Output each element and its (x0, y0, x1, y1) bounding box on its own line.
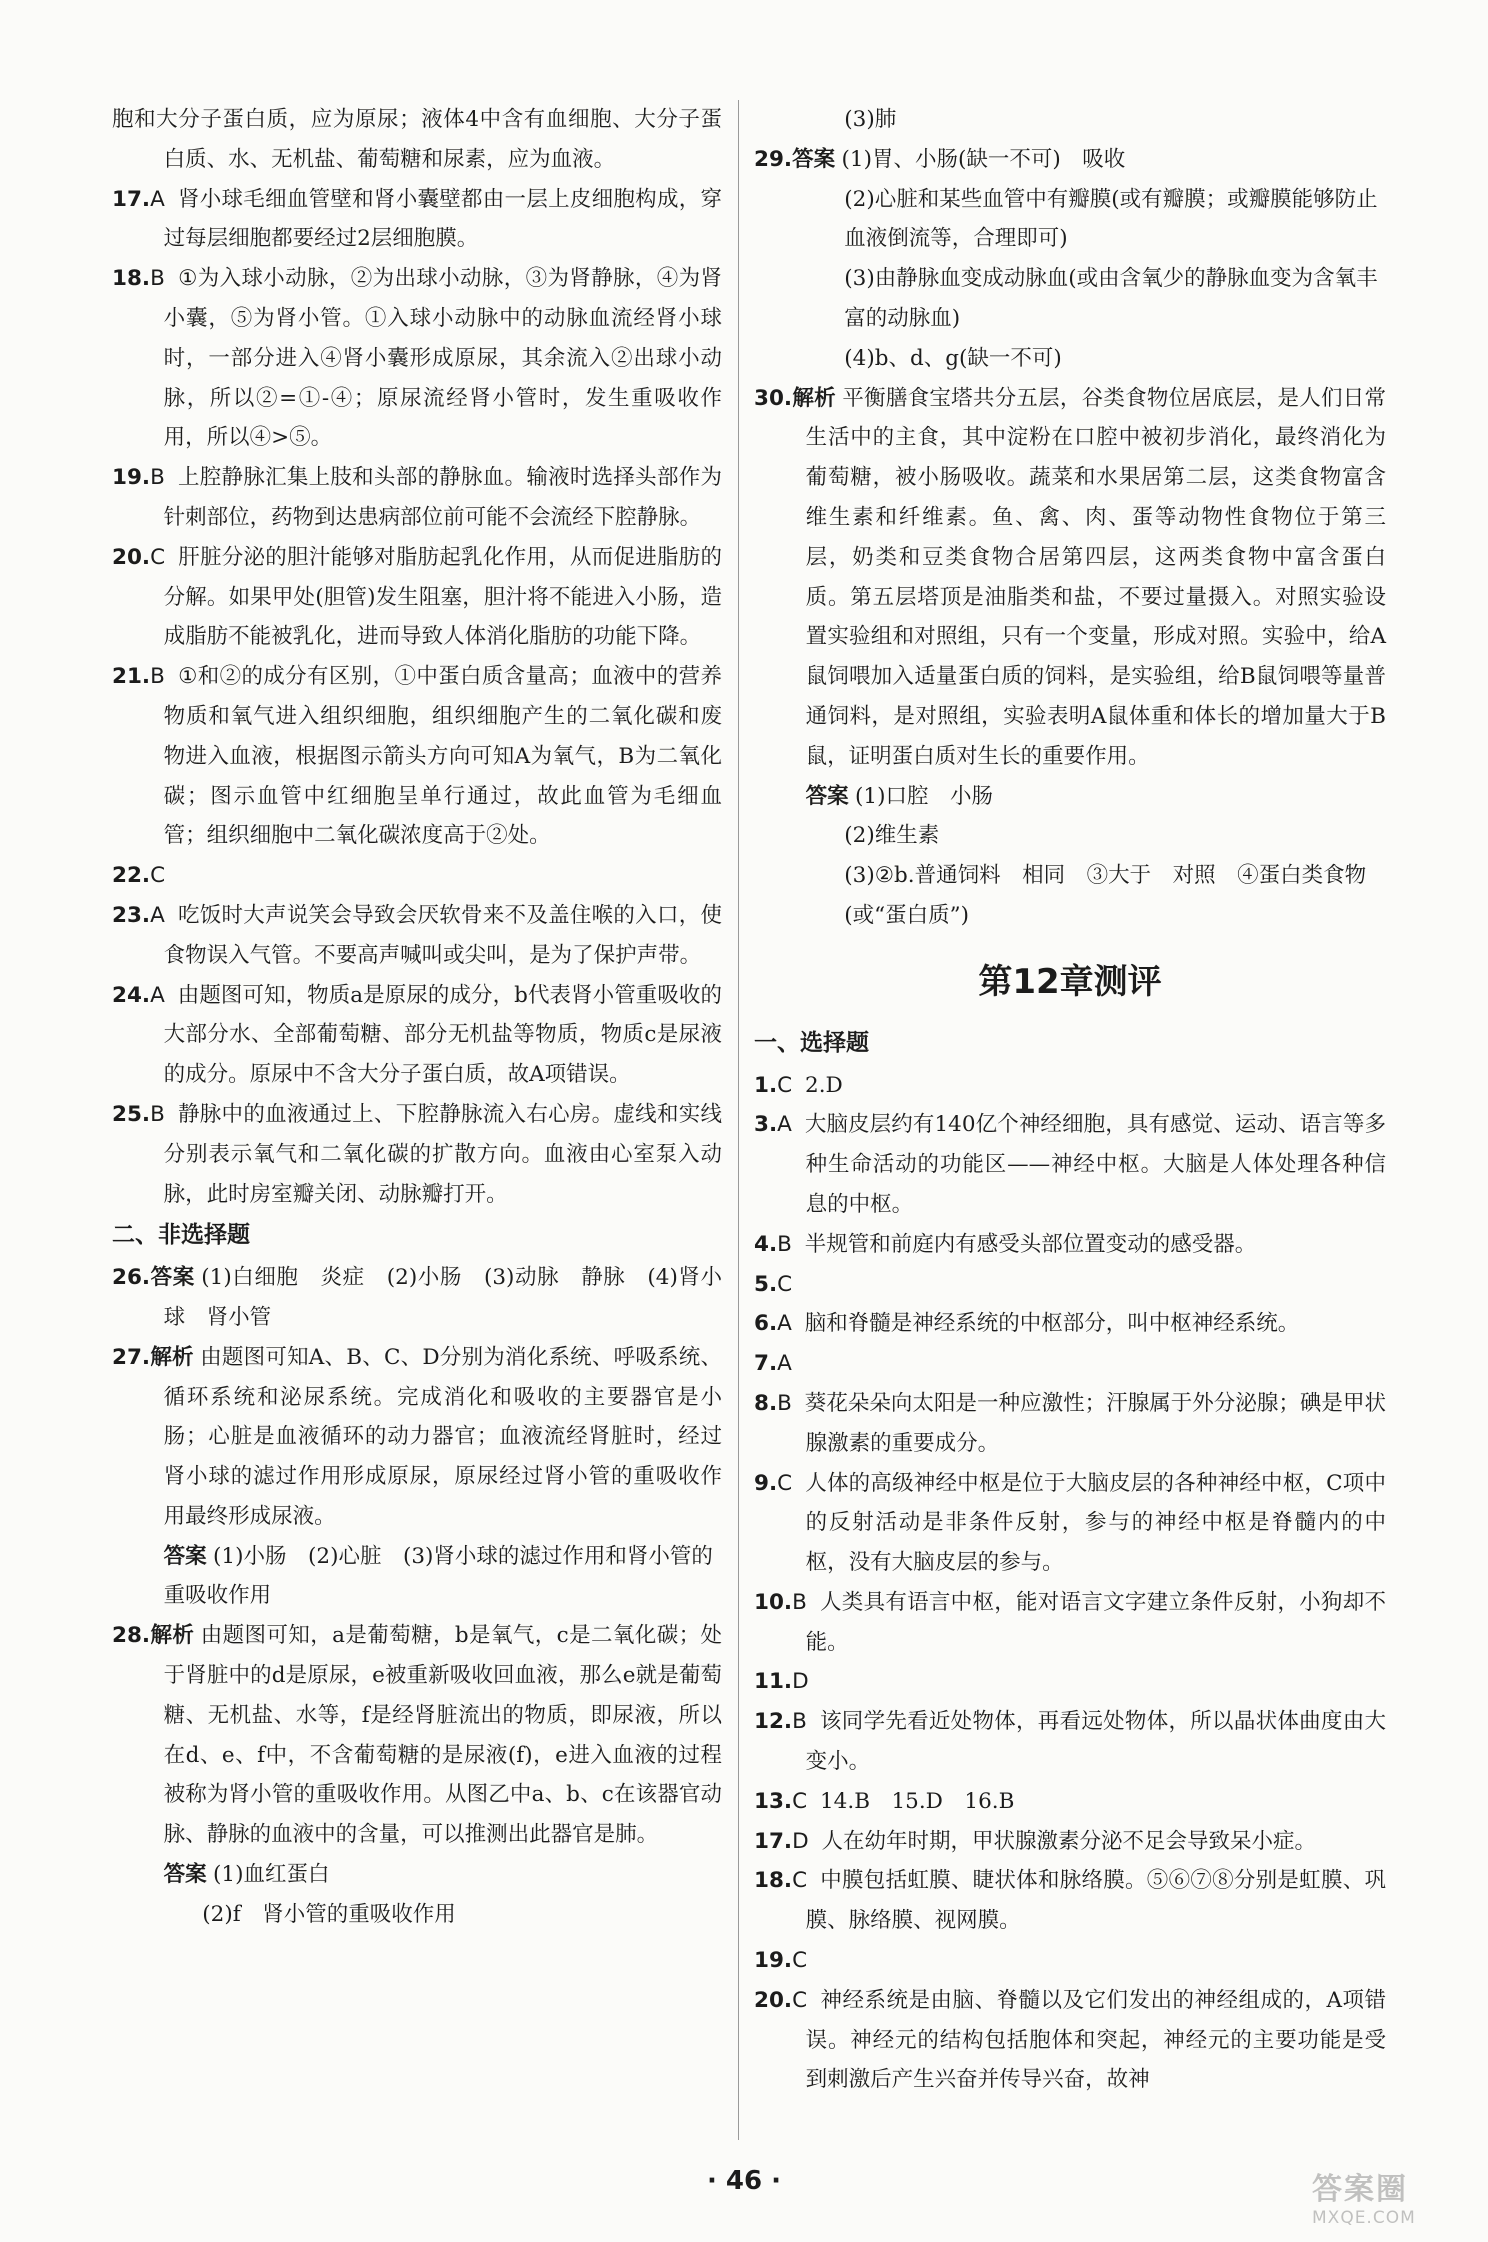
question-number: 3. (754, 1112, 778, 1138)
answer-label: 解析 (150, 1344, 194, 1370)
answer-item (754, 1344, 1386, 1384)
question-number: 26. (112, 1265, 151, 1291)
answer-sub-item (754, 816, 1386, 856)
answer-choice: C (777, 1271, 793, 1297)
answer-item (754, 1464, 1386, 1583)
answer-item (754, 1066, 1386, 1106)
explanation-text: 大脑皮层约有140亿个神经细胞，具有感觉、运动、语言等多种生命活动的功能区——神经中枢。大脑是人体处理各种信息的中枢。 (804, 1112, 1386, 1217)
explanation-text: (3)肺 (844, 107, 897, 132)
answer-item (112, 180, 722, 260)
answer-item (112, 259, 722, 458)
question-number: 9. (754, 1470, 778, 1496)
explanation-text: (1)白细胞 炎症 (2)小肠 (3)动脉 静脉 (4)肾小球 肾小管 (163, 1265, 722, 1330)
answer-item (112, 1616, 722, 1855)
answer-item (112, 976, 722, 1095)
answer-item (754, 1304, 1386, 1344)
answer-item (754, 1105, 1386, 1224)
question-number: 20. (754, 1987, 793, 2013)
section-heading (754, 1024, 1386, 1064)
explanation-text: 葵花朵朵向太阳是一种应激性；汗腺属于外分泌腺；碘是甲状腺激素的重要成分。 (804, 1390, 1386, 1456)
explanation-text: 14.B 15.D 16.B (820, 1788, 1015, 1814)
chapter-title-text: 第12章测评 (978, 961, 1162, 1002)
answer-choice: C (150, 863, 166, 889)
answer-sub-item (754, 339, 1386, 379)
explanation-text: (4)b、d、g(缺一不可) (844, 345, 1062, 371)
answer-label: 答案 (792, 146, 836, 172)
answer-choice: D (792, 1828, 809, 1854)
question-number: 23. (112, 902, 151, 928)
answer-item (112, 1258, 722, 1338)
answer-choice: A (150, 982, 165, 1008)
answer-item (754, 1822, 1386, 1862)
question-number: 19. (754, 1948, 793, 1974)
explanation-text: (2)心脏和某些血管中有瓣膜(或有瓣膜；或瓣膜能够防止血液倒流等，合理即可) (844, 186, 1378, 252)
explanation-text: 人体的高级神经中枢是位于大脑皮层的各种神经中枢，C项中的反射活动是非条件反射，参与的神经中枢是脊髓内的中枢，没有大脑皮层的参与。 (805, 1470, 1386, 1576)
question-number: 19. (112, 465, 151, 491)
answer-choice: C (777, 1072, 793, 1098)
answer-item (754, 1782, 1386, 1822)
answer-item (112, 657, 722, 856)
explanation-text: 上腔静脉汇集上肢和头部的静脉血。输液时选择头部作为针刺部位，药物到达患病部位前可能不会流经下腔静脉。 (163, 465, 722, 530)
explanation-text: 2.D (805, 1072, 843, 1098)
explanation-text: 静脉中的血液通过上、下腔静脉流入右心房。虚线和实线分别表示氧气和二氧化碳的扩散方向。血液由心室泵入动脉，此时房室瓣关闭、动脉瓣打开。 (163, 1101, 722, 1207)
answer-choice: C (792, 1948, 808, 1974)
answer-choice: C (792, 1788, 808, 1814)
left-column (112, 100, 722, 1935)
answer-item (754, 1583, 1386, 1663)
answer-item (754, 1662, 1386, 1702)
answer-choice: C (792, 1987, 808, 2013)
answer-sub-item (754, 777, 1386, 817)
answer-sub-item (754, 259, 1386, 339)
explanation-text: 该同学先看近处物体，再看远处物体，所以晶状体曲度由大变小。 (805, 1709, 1386, 1775)
answer-choice: A (777, 1112, 792, 1138)
question-number: 13. (754, 1788, 793, 1814)
answer-item (112, 538, 722, 657)
answer-label: 解析 (792, 385, 836, 411)
answer-item (112, 458, 722, 538)
answer-item (754, 379, 1386, 777)
answer-sub-item (754, 856, 1386, 936)
answer-item (754, 1941, 1386, 1981)
question-number: 10. (754, 1589, 793, 1615)
question-number: 7. (754, 1351, 778, 1377)
explanation-text: 中膜包括虹膜、睫状体和脉络膜。⑤⑥⑦⑧分别是虹膜、巩膜、脉络膜、视网膜。 (805, 1868, 1386, 1934)
explanation-text: 人在幼年时期，甲状腺激素分泌不足会导致呆小症。 (821, 1828, 1317, 1854)
answer-sub-item (112, 1895, 722, 1935)
question-number: 1. (754, 1072, 778, 1098)
question-number: 4. (754, 1231, 778, 1257)
question-number: 30. (754, 385, 793, 411)
answer-choice: B (150, 1101, 165, 1127)
answer-item (112, 100, 722, 180)
question-number: 18. (112, 266, 151, 292)
question-number: 11. (754, 1669, 793, 1695)
explanation-text: (3)②b.普通饲料 相同 ③大于 对照 ④蛋白类食物(或“蛋白质”) (844, 863, 1367, 928)
explanation-text: ①为入球小动脉，②为出球小动脉，③为肾静脉，④为肾小囊，⑤为肾小管。①入球小动脉中的动脉血流经肾小球时，一部分进入④肾小囊形成原尿，其余流入②出球小动脉，所以②=①-④；原尿流经肾小管时，发生重吸收作用，所以④>⑤。 (163, 266, 722, 451)
chapter-title (754, 954, 1386, 1010)
answer-label: 答案 (150, 1265, 195, 1291)
question-number: 18. (754, 1868, 793, 1894)
question-number: 28. (112, 1623, 151, 1649)
explanation-text: 神经系统是由脑、脊髓以及它们发出的神经组成的，A项错误。神经元的结构包括胞体和突起，神经元的主要功能是受到刺激后产生兴奋并传导兴奋，故神 (805, 1987, 1386, 2093)
question-number: 17. (754, 1828, 793, 1854)
explanation-text: (2)f 肾小管的重吸收作用 (202, 1901, 456, 1927)
column-divider (738, 100, 739, 2140)
watermark-site-text: MXQE.COM (1312, 2208, 1416, 2228)
explanation-text: (1)口腔 小肠 (855, 783, 994, 809)
answer-sub-item (112, 1855, 722, 1895)
answer-item (754, 1265, 1386, 1305)
answer-choice: C (777, 1470, 793, 1496)
answer-choice: B (150, 465, 165, 491)
explanation-text: (3)由静脉血变成动脉血(或由含氧少的静脉血变为含氧丰富的动脉血) (844, 266, 1378, 331)
answer-choice: B (150, 664, 165, 690)
answer-item (754, 1225, 1386, 1265)
answer-choice: A (777, 1311, 792, 1337)
explanation-text: 由题图可知A、B、C、D分别为消化系统、呼吸系统、循环系统和泌尿系统。完成消化和吸收的主要器官是小肠；心脏是血液循环的动力器官；血液流经肾脏时，经过肾小球的滤过作用形成原尿，原尿经过肾小管的重吸收作用最终形成尿液。 (163, 1344, 722, 1529)
answer-choice: B (777, 1231, 792, 1257)
explanation-text: 半规管和前庭内有感受头部位置变动的感受器。 (804, 1231, 1257, 1257)
answer-item (754, 1861, 1386, 1941)
explanation-text: 由题图可知，a是葡萄糖，b是氧气，c是二氧化碳；处于肾脏中的d是原尿，e被重新吸收回血液，那么e就是葡萄糖、无机盐、水等，f是经肾脏流出的物质，即尿液，所以在d、e、f中，不含葡萄糖的是尿液(f)，e进入血液的过程被称为肾小管的重吸收作用。从图乙中a、b、c在该器官动脉、静脉的血液中的含量，可以推测出此器官是肺。 (163, 1623, 722, 1848)
explanation-text: (2)维生素 (844, 823, 940, 849)
explanation-text: 吃饭时大声说笑会导致会厌软骨来不及盖住喉的入口，使食物误入气管。不要高声喊叫或尖叫，是为了保护声带。 (163, 902, 722, 968)
question-number: 12. (754, 1709, 793, 1735)
answer-choice: B (150, 266, 165, 292)
explanation-text: 由题图可知，物质a是原尿的成分，b代表肾小管重吸收的大部分水、全部葡萄糖、部分无机盐等物质，物质c是尿液的成分。原尿中不含大分子蛋白质，故A项错误。 (163, 982, 722, 1088)
watermark-logo (1312, 2164, 1462, 2234)
explanation-text: (1)血红蛋白 (213, 1862, 330, 1888)
explanation-text: 肾小球毛细血管壁和肾小囊壁都由一层上皮细胞构成，穿过每层细胞都要经过2层细胞膜。 (163, 186, 722, 252)
watermark-logo-text: 答案圈 (1312, 2172, 1408, 2207)
answer-sub-item (754, 180, 1386, 260)
section-heading-text: 二、非选择题 (112, 1222, 250, 1249)
answer-sub-item (754, 100, 1386, 140)
explanation-text: 脑和脊髓是神经系统的中枢部分，叫中枢神经系统。 (804, 1311, 1300, 1337)
answer-choice: B (777, 1390, 792, 1416)
answer-item (112, 1338, 722, 1537)
explanation-text: 肝脏分泌的胆汁能够对脂肪起乳化作用，从而促进脂肪的分解。如果甲处(胆管)发生阻塞，胆汁将不能进入小肠，造成脂肪不能被乳化，进而导致人体消化脂肪的功能下降。 (163, 544, 722, 650)
answer-label: 答案 (163, 1862, 207, 1888)
answer-label: 答案 (805, 783, 849, 809)
question-number: 17. (112, 186, 151, 212)
question-number: 5. (754, 1271, 778, 1297)
answer-choice: A (777, 1351, 792, 1377)
right-column (754, 100, 1386, 2100)
answer-item (112, 1095, 722, 1214)
explanation-text: (1)小肠 (2)心脏 (3)肾小球的滤过作用和肾小管的重吸收作用 (163, 1543, 713, 1609)
answer-item (754, 1981, 1386, 2100)
answer-item (754, 140, 1386, 180)
question-number: 8. (754, 1390, 778, 1416)
answer-choice: A (150, 902, 165, 928)
answer-item (754, 1384, 1386, 1464)
answer-sub-item (112, 1537, 722, 1617)
question-number: 27. (112, 1344, 151, 1370)
answer-item (754, 1702, 1386, 1782)
question-number: 6. (754, 1311, 778, 1337)
question-number: 24. (112, 982, 151, 1008)
section-heading-text: 一、选择题 (754, 1029, 869, 1056)
explanation-text: ①和②的成分有区别，①中蛋白质含量高；血液中的营养物质和氧气进入组织细胞，组织细胞产生的二氧化碳和废物进入血液，根据图示箭头方向可知A为氧气，B为二氧化碳；图示血管中红细胞呈单行通过，故此血管为毛细血管；组织细胞中二氧化碳浓度高于②处。 (163, 664, 722, 849)
explanation-text: (1)胃、小肠(缺一不可) 吸收 (841, 146, 1126, 172)
answer-item (112, 856, 722, 896)
answer-choice: C (792, 1868, 808, 1894)
answer-choice: B (792, 1709, 807, 1735)
question-number: 25. (112, 1101, 151, 1127)
explanation-text: 人类具有语言中枢，能对语言文字建立条件反射，小狗却不能。 (805, 1589, 1386, 1655)
explanation-text: 平衡膳食宝塔共分五层，谷类食物位居底层，是人们日常生活中的主食，其中淀粉在口腔中被初步消化，最终消化为葡萄糖，被小肠吸收。蔬菜和水果居第二层，这类食物富含维生素和纤维素。鱼、禽、肉、蛋等动物性食物位于第三层，奶类和豆类食物合居第四层，这两类食物中富含蛋白质。第五层塔顶是油脂类和盐，不要过量摄入。对照实验设置实验组和对照组，只有一个变量，形成对照。实验中，给A鼠饲喂加入适量蛋白质的饲料，是实验组，给B鼠饲喂等量普通饲料，是对照组，实验表明A鼠体重和体长的增加量大于B鼠，证明蛋白质对生长的重要作用。 (805, 385, 1386, 769)
answer-choice: B (792, 1589, 807, 1615)
answer-choice: A (150, 186, 165, 212)
explanation-text: 胞和大分子蛋白质，应为原尿；液体4中含有血细胞、大分子蛋白质、水、无机盐、葡萄糖和尿素，应为血液。 (112, 107, 722, 172)
answer-label: 答案 (163, 1543, 207, 1569)
answer-label: 解析 (150, 1623, 195, 1649)
answer-choice: C (150, 544, 166, 570)
answer-item (112, 896, 722, 976)
question-number: 29. (754, 146, 793, 172)
page-number: · 46 · (706, 2166, 782, 2196)
section-heading (112, 1216, 722, 1256)
answer-choice: D (792, 1669, 809, 1695)
question-number: 22. (112, 863, 151, 889)
question-number: 20. (112, 544, 151, 570)
question-number: 21. (112, 664, 151, 690)
